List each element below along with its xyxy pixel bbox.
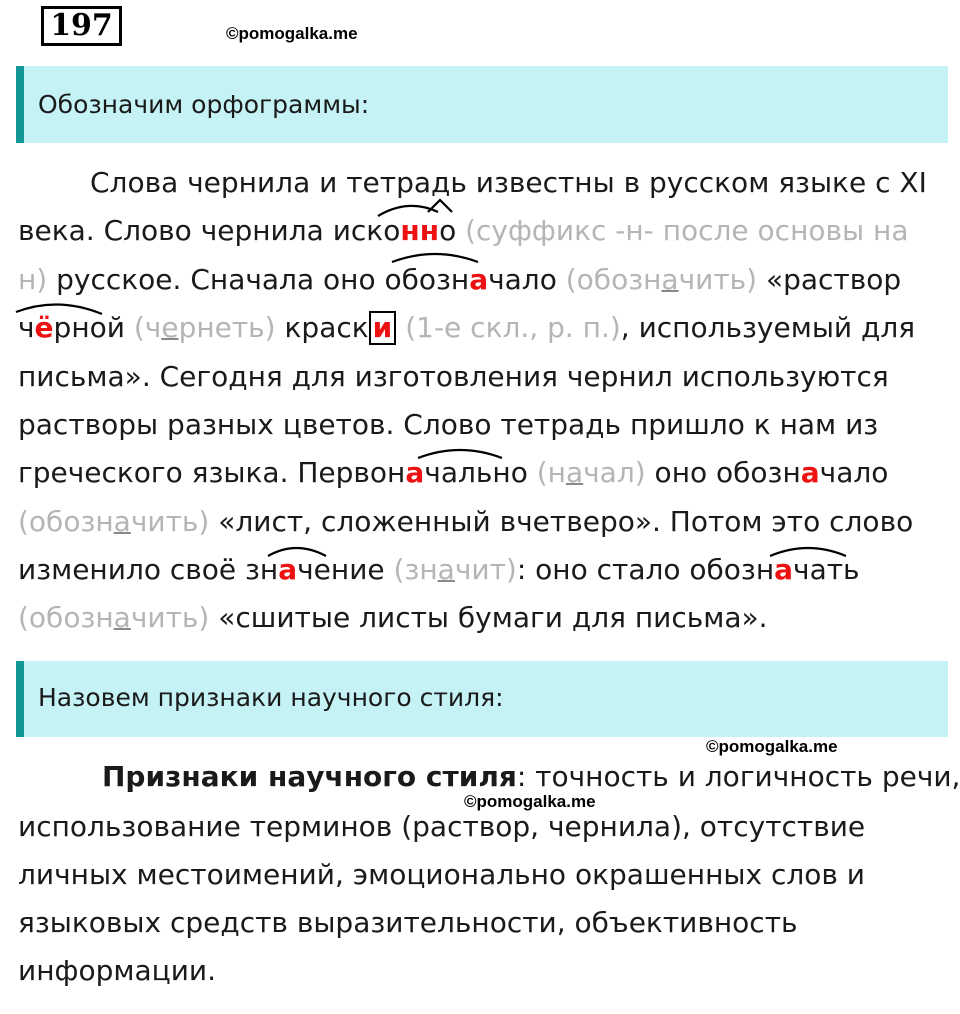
- text-segment: письма». Сегодня для изготовления чернил используются: [18, 360, 889, 393]
- hint-text: чал): [583, 456, 646, 489]
- text-segment: «лист, сложенный вчетверо». Потом это слово: [209, 505, 914, 538]
- text-segment: о: [439, 214, 457, 247]
- bold-lead: Признаки научного стиля: [102, 760, 517, 793]
- text-line-2: [18, 810, 865, 843]
- text-segment: «сшитые листы бумаги для письма».: [209, 601, 768, 634]
- section-header-spellings: [16, 66, 948, 143]
- text-line-5: [18, 360, 889, 393]
- section-title: Назовем признаки научного стиля:: [38, 683, 504, 712]
- text-segment: растворы разных цветов. Слово тетрадь пришло к нам из: [18, 408, 879, 441]
- spelling-highlight: а: [774, 553, 794, 586]
- hint-underlined: а: [661, 263, 679, 296]
- spelling-paragraph: [18, 158, 944, 648]
- text-segment: изменило своё зн: [18, 553, 279, 586]
- spelling-highlight: а: [469, 263, 489, 296]
- text-segment: , используемый для: [620, 311, 916, 344]
- ending-box: и: [369, 311, 397, 345]
- text-segment: чать: [793, 553, 860, 586]
- style-paragraph: [18, 760, 960, 1000]
- text-segment: использование терминов (раствор, чернила), отсутствие: [18, 810, 866, 843]
- text-line-6: [18, 408, 878, 441]
- text-segment: языковых средств выразительности, объективность: [18, 906, 798, 939]
- spelling-highlight: а: [278, 553, 298, 586]
- hint-underlined: а: [565, 456, 584, 489]
- hint-underlined: а: [113, 601, 131, 634]
- section-header-style: [16, 661, 948, 737]
- hint-text: (ч: [133, 311, 162, 344]
- text-segment: греческого языка. Первон: [18, 456, 406, 489]
- hint-underlined: е: [161, 311, 179, 344]
- text-line-3: [18, 263, 901, 296]
- hint-text: (н: [536, 456, 566, 489]
- text-segment: «раствор: [757, 263, 902, 296]
- text-line-2: [18, 214, 908, 247]
- hint-text: (зн: [393, 553, 438, 586]
- hint-text: (обозн: [18, 505, 114, 538]
- text-line-1: [18, 166, 927, 199]
- hint-text: чить): [130, 505, 210, 538]
- spelling-highlight: ё: [34, 311, 54, 344]
- text-line-7: [18, 456, 888, 489]
- text-segment: ч: [18, 311, 35, 344]
- text-line-3: [18, 858, 865, 891]
- text-segment: краск: [275, 311, 369, 344]
- text-segment: [396, 311, 405, 344]
- text-segment: века. Слово чернила иско: [18, 214, 401, 247]
- text-segment: русское. Сначала оно обозн: [47, 263, 470, 296]
- spelling-highlight: нн: [400, 214, 440, 247]
- watermark: ©pomogalka.me: [226, 24, 358, 43]
- hint-text: (обозн: [565, 263, 662, 296]
- hint-text: чит): [454, 553, 517, 586]
- text-segment: чало: [488, 263, 566, 296]
- text-segment: чало: [819, 456, 889, 489]
- text-segment: рной: [53, 311, 134, 344]
- hint-text: (суффикс -н- после основы на: [456, 214, 909, 247]
- watermark: ©pomogalka.me: [464, 792, 596, 811]
- text-segment: : оно стало обозн: [516, 553, 775, 586]
- hint-text: (1-е скл., р. п.): [405, 311, 621, 344]
- text-segment: чение: [297, 553, 394, 586]
- hint-underlined: а: [113, 505, 131, 538]
- hint-text: рнеть): [178, 311, 276, 344]
- text-segment: личных местоимений, эмоционально окрашенных слов и: [18, 858, 865, 891]
- hint-text: чить): [678, 263, 758, 296]
- text-segment: чально: [424, 456, 537, 489]
- hint-text: чить): [130, 601, 210, 634]
- text-line-1: [102, 760, 960, 793]
- text-segment: информации.: [18, 954, 216, 987]
- text-segment: оно обозн: [645, 456, 801, 489]
- hint-underlined: а: [437, 553, 455, 586]
- spelling-highlight: а: [405, 456, 425, 489]
- text-line-4: [18, 311, 915, 345]
- exercise-number: 197: [41, 6, 122, 46]
- text-segment: : точность и логичность речи,: [516, 760, 960, 793]
- hint-text: (обозн: [18, 601, 114, 634]
- text-line-9: [18, 553, 860, 586]
- hint-text: н): [18, 263, 48, 296]
- watermark: ©pomogalka.me: [706, 737, 838, 756]
- text-line-5: [18, 954, 216, 987]
- spelling-highlight: а: [800, 456, 820, 489]
- text-line-10: [18, 601, 768, 634]
- text-line-4: [18, 906, 798, 939]
- text-line-8: [18, 505, 913, 538]
- text-segment: Слова чернила и тетрадь известны в русском языке с XI: [90, 166, 927, 199]
- section-title: Обозначим орфограммы:: [38, 90, 370, 119]
